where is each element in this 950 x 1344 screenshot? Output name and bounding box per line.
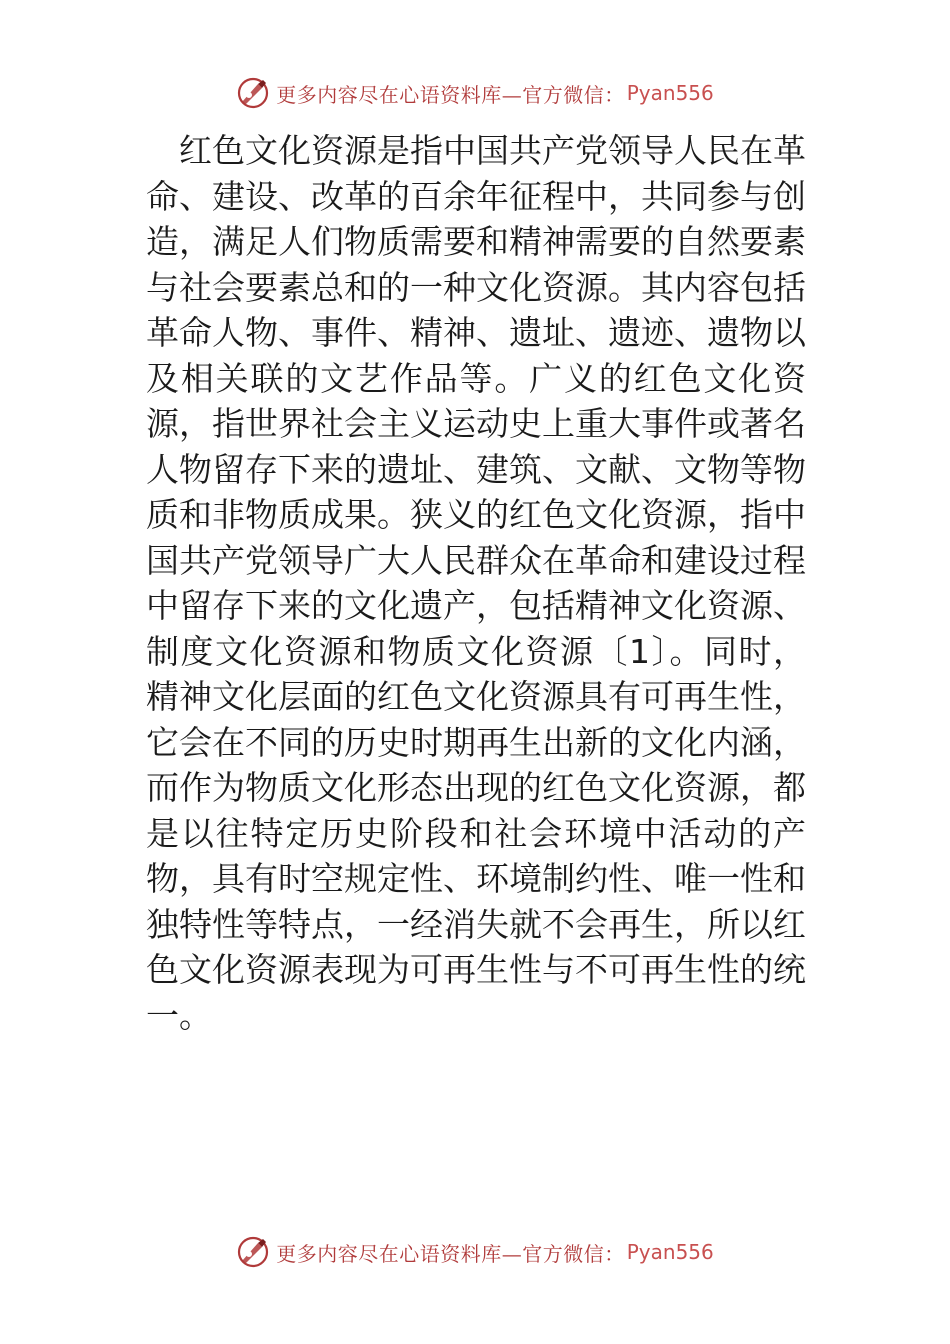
footer-banner-text: 更多内容尽在心语资料库—官方微信： bbox=[276, 1241, 625, 1266]
header-wechat-id: Pyan556 bbox=[626, 81, 714, 105]
pen-logo-icon bbox=[236, 76, 270, 110]
header-banner-text: 更多内容尽在心语资料库—官方微信： bbox=[276, 82, 625, 107]
footer-wechat-id: Pyan556 bbox=[626, 1240, 714, 1264]
article-paragraph: 红色文化资源是指中国共产党领导人民在革命、建设、改革的百余年征程中，共同参与创造，满足人们物质需要和精神需要的自然要素与社会要素总和的一种文化资源。其内容包括革命人物、事件、精神、遗址、遗迹、遗物以及相关联的文艺作品等。广义的红色文化资源，指世界社会主义运动史上重大事件或著名人物留存下来的遗址、建筑、文献、文物等物质和非物质成果。狭义的红色文化资源，指中国共产党领导广大人民群众在革命和建设过程中留存下来的文化遗产，包括精神文化资源、制度文化资源和物质文化资源〔1〕。同时，精神文化层面的红色文化资源具有可再生性，它会在不同的历史时期再生出新的文化内涵，而作为物质文化形态出现的红色文化资源，都是以往特定历史阶段和社会环境中活动的产物，具有时空规定性、环境制约性、唯一性和独特性等特点，一经消失就不会再生，所以红色文化资源表现为可再生性与不可再生性的统一。 bbox=[146, 131, 806, 1035]
header-banner bbox=[0, 73, 950, 113]
pen-logo-icon bbox=[236, 1235, 270, 1269]
footer-banner bbox=[0, 1232, 950, 1272]
